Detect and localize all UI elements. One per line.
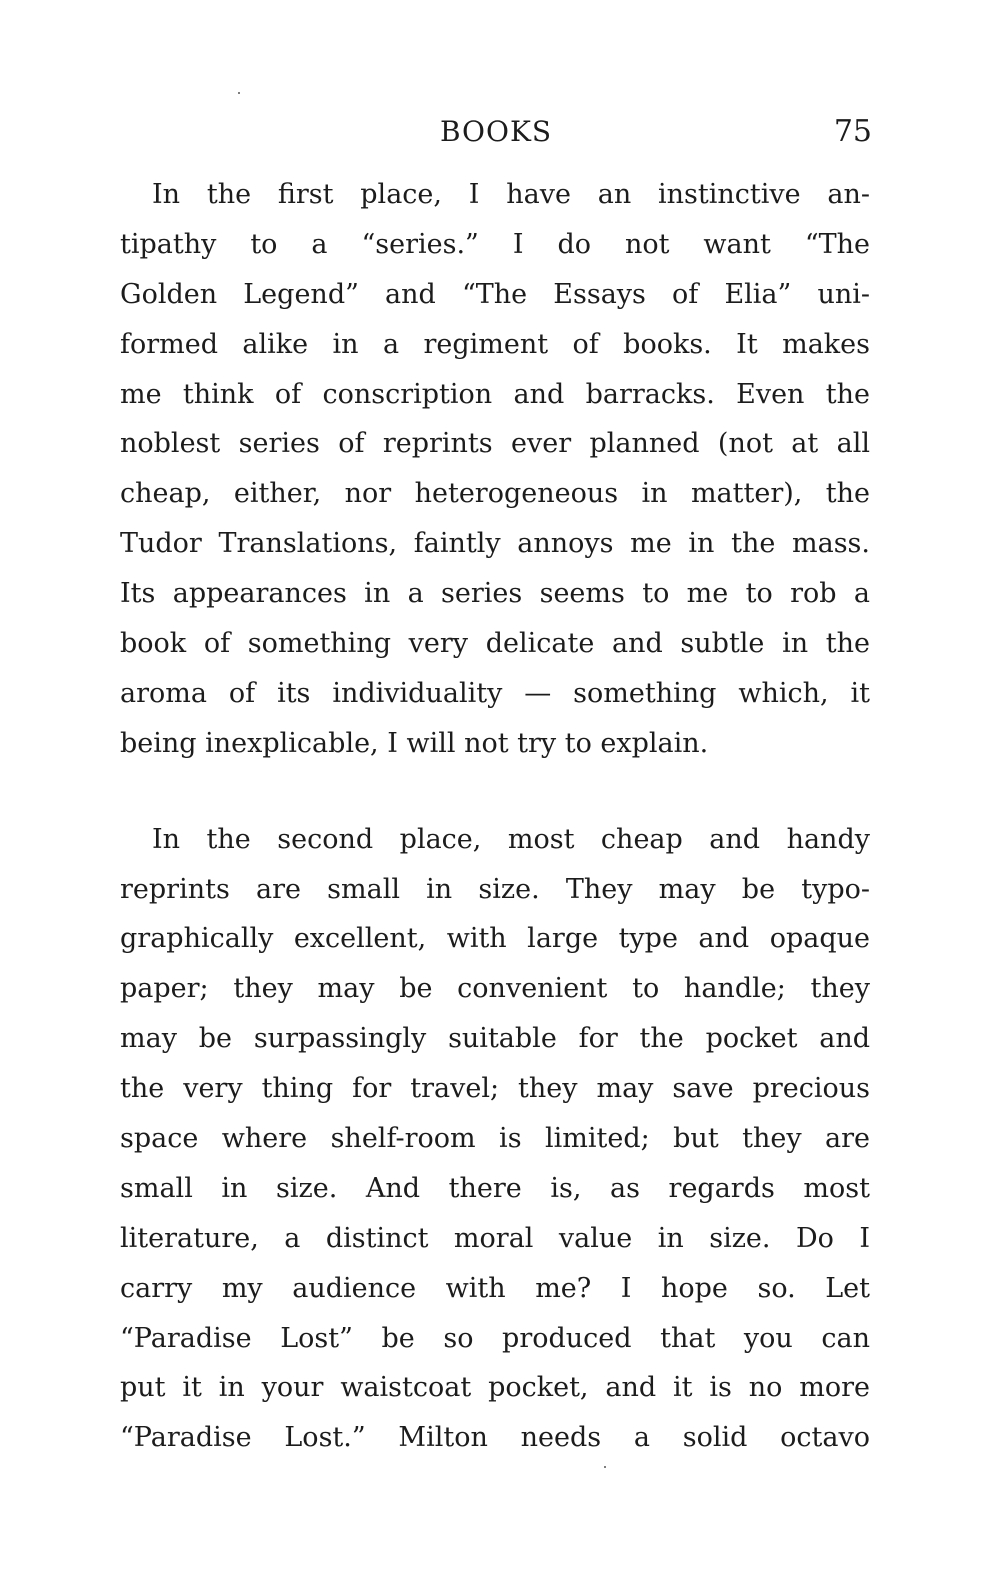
page-number: 75	[833, 114, 872, 149]
text-line: carry my audience with me? I hope so. Let	[120, 1272, 870, 1304]
text-line: cheap, either, nor heterogeneous in matter), the	[120, 478, 870, 510]
running-head	[120, 112, 872, 152]
text-line: may be surpassingly suitable for the pocket and	[120, 1023, 870, 1055]
text-line: me think of conscription and barracks. Even the	[120, 378, 870, 410]
text-line: In the first place, I have an instinctive an-	[152, 179, 870, 210]
text-line: “Paradise Lost” be so produced that you can	[120, 1322, 870, 1354]
text-line: aroma of its individuality — something which, it	[120, 677, 870, 709]
text-line: Its appearances in a series seems to me to rob a	[120, 578, 870, 610]
text-line: Golden Legend” and “The Essays of Elia” uni-	[120, 278, 870, 310]
text-line: small in size. And there is, as regards most	[120, 1172, 870, 1204]
text-line: In the second place, most cheap and handy	[152, 823, 870, 855]
text-line: Tudor Translations, faintly annoys me in the mass.	[120, 528, 870, 560]
text-line: being inexplicable, I will not try to explain.	[120, 727, 709, 759]
text-line: formed alike in a regiment of books. It makes	[120, 328, 870, 360]
text-line: tipathy to a “series.” I do not want “The	[120, 228, 870, 260]
running-title: BOOKS	[439, 115, 553, 148]
text-line: put it in your waistcoat pocket, and it is no more	[120, 1372, 870, 1404]
text-line: literature, a distinct moral value in size. Do I	[120, 1222, 870, 1254]
paragraph-first-place	[120, 170, 870, 769]
text-line: graphically excellent, with large type and opaque	[120, 923, 870, 955]
text-line: paper; they may be convenient to handle; they	[120, 973, 870, 1005]
text-line: space where shelf-room is limited; but they are	[120, 1123, 870, 1155]
paper-speck	[238, 92, 240, 94]
text-line: noblest series of reprints ever planned (not at all	[120, 428, 870, 460]
text-line: “Paradise Lost.” Milton needs a solid octavo	[120, 1422, 870, 1454]
paragraph-gap	[120, 769, 870, 815]
body-text	[120, 170, 870, 1463]
paper-speck	[604, 1466, 606, 1468]
text-line: book of something very delicate and subtle in the	[120, 628, 870, 660]
text-line: the very thing for travel; they may save precious	[120, 1073, 870, 1105]
paragraph-second-place	[120, 815, 870, 1464]
text-line: reprints are small in size. They may be typo-	[120, 873, 870, 905]
